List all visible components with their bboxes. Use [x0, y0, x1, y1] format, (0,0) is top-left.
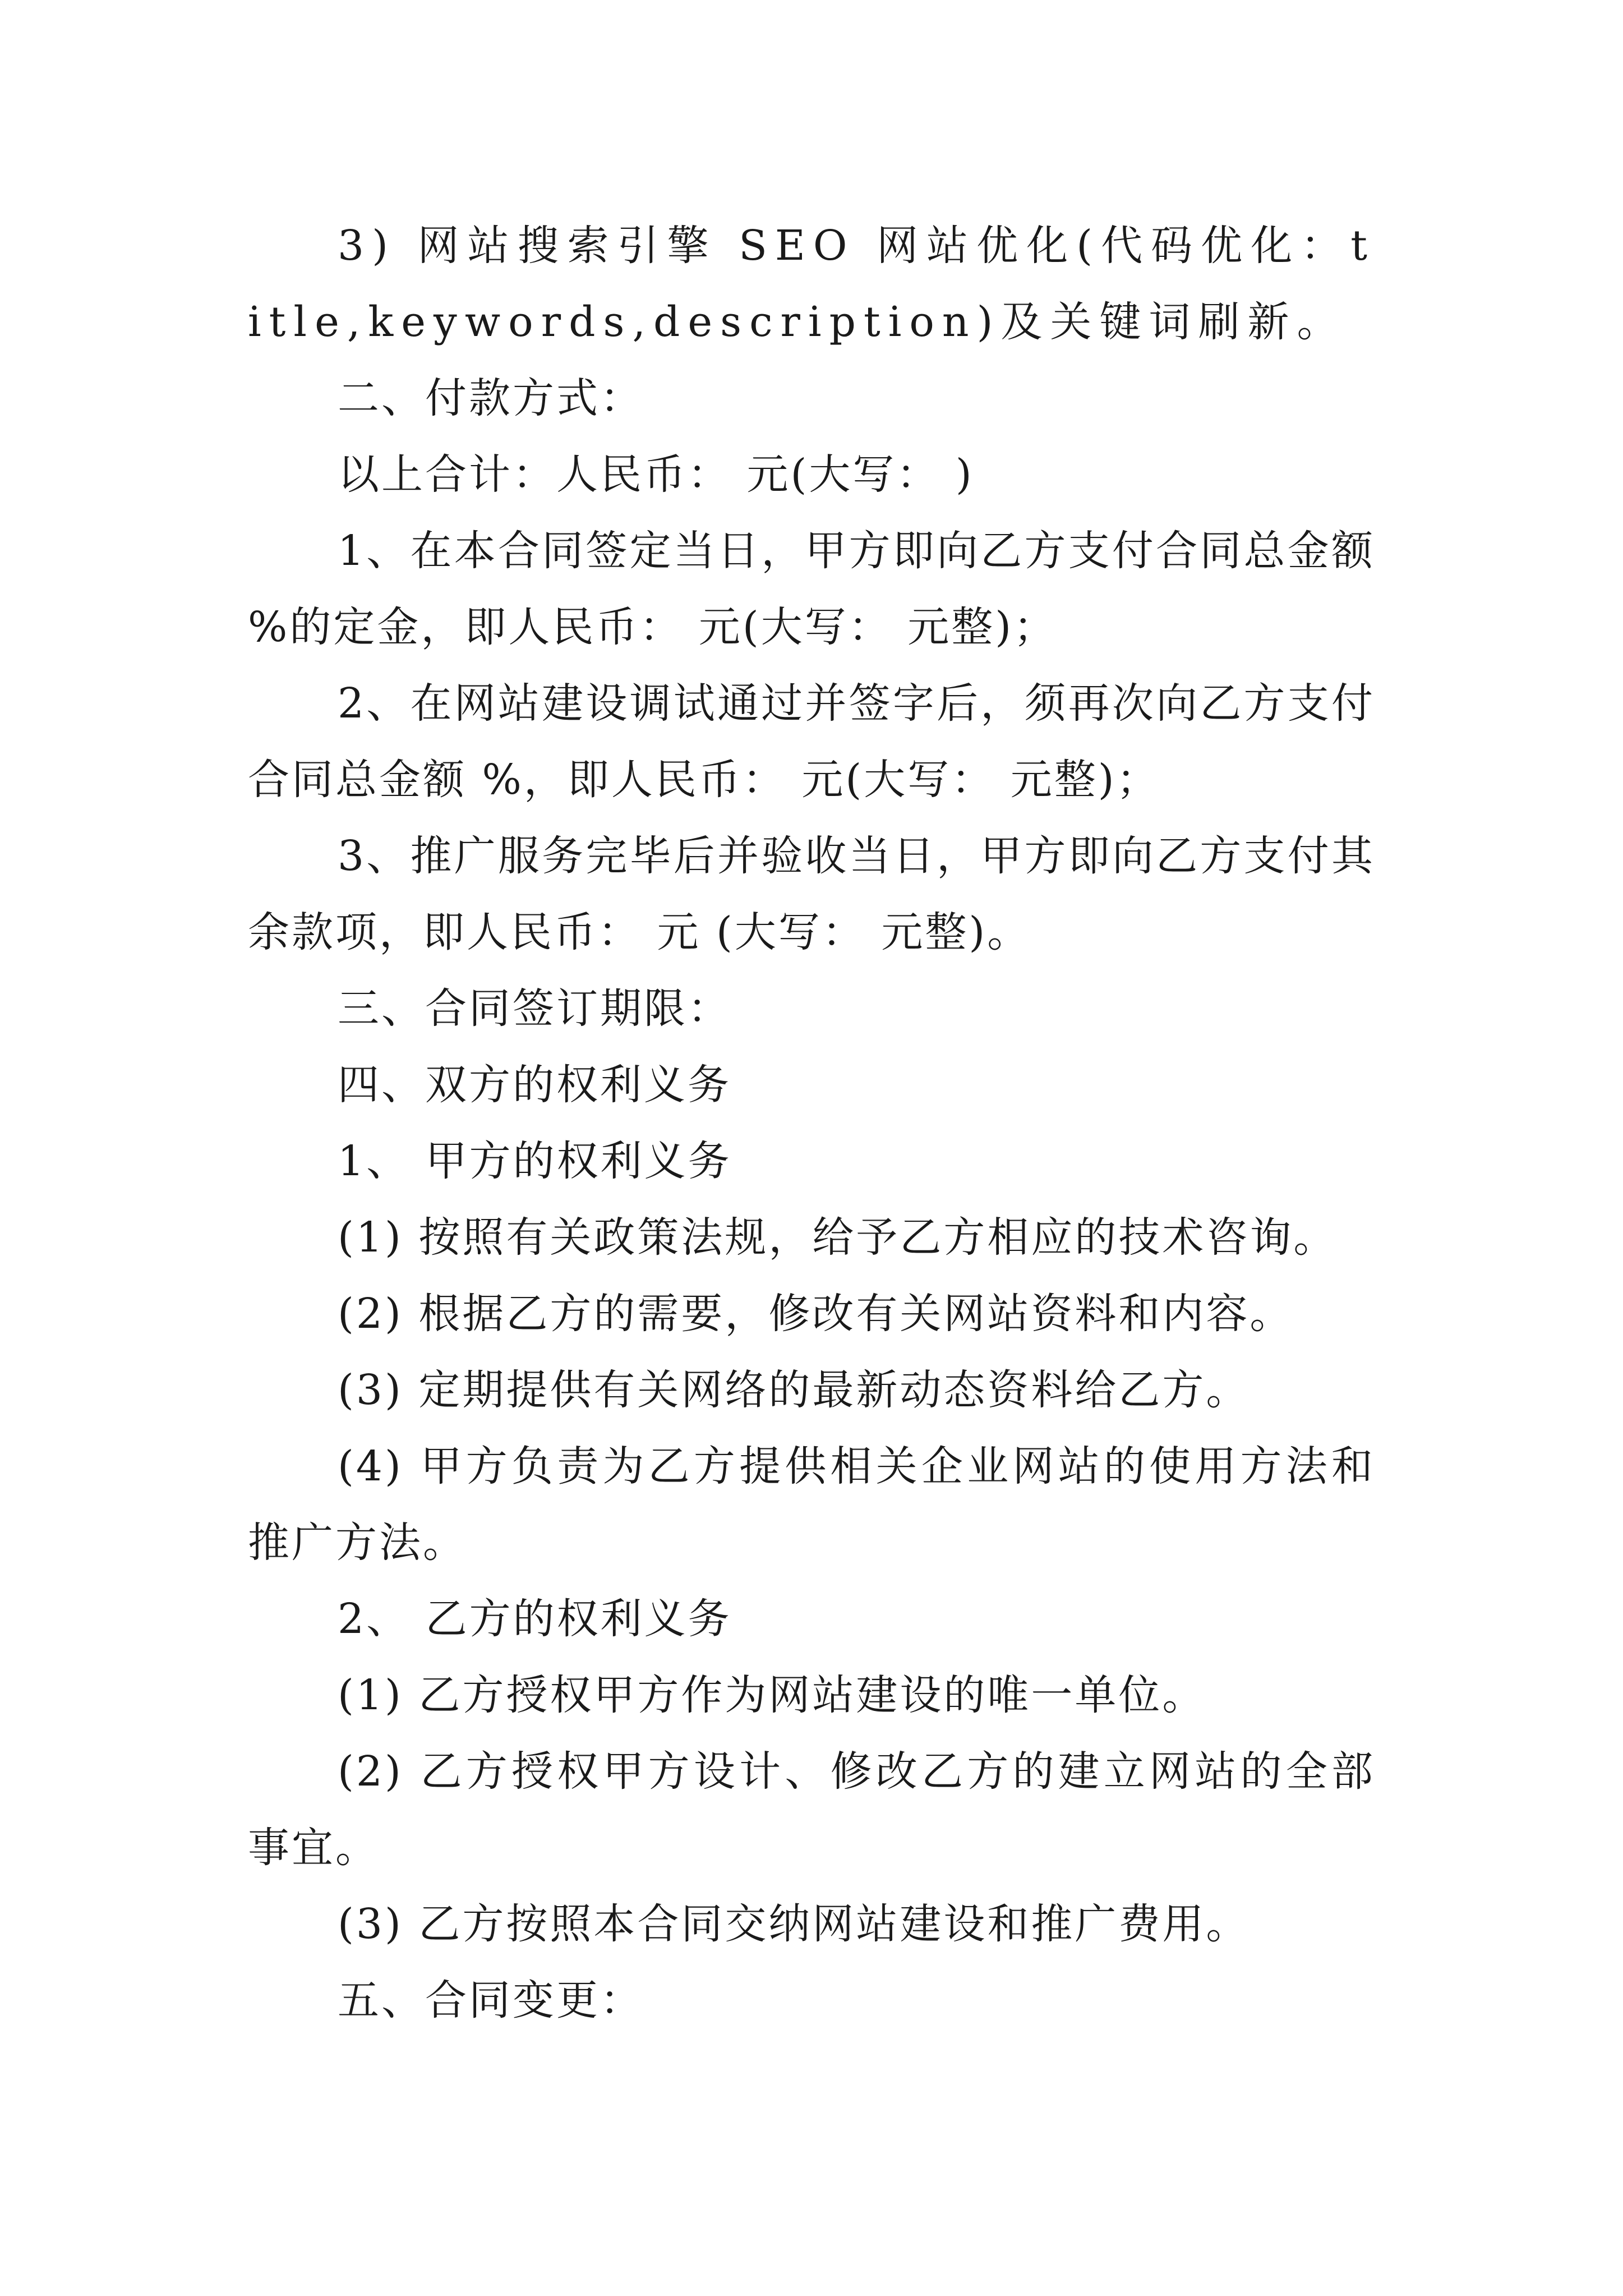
list-item-party-b-2: (2) 乙方授权甲方设计、修改乙方的建立网站的全部事宜。	[248, 1747, 1375, 1872]
subheading-party-a: 1、 甲方的权利义务	[338, 1137, 732, 1185]
list-item-party-b-3: (3) 乙方按照本合同交纳网站建设和推广费用。	[338, 1900, 1250, 1948]
list-item-party-a-2: (2) 根据乙方的需要，修改有关网站资料和内容。	[338, 1290, 1294, 1338]
list-item-party-a-4: (4) 甲方负责为乙方提供相关企业网站的使用方法和推广方法。	[248, 1442, 1375, 1567]
paragraph-total-amount: 以上合计：人民币： 元(大写： )	[338, 450, 974, 499]
heading-rights-obligations: 四、双方的权利义务	[338, 1061, 731, 1109]
paragraph-seo-optimization: 3) 网站搜索引擎 SEO 网站优化(代码优化：title,keywords,description)及关键词刷新。	[248, 222, 1375, 346]
list-item-party-a-1: (1) 按照有关政策法规，给予乙方相应的技术咨询。	[338, 1213, 1338, 1262]
paragraph-payment-2: 2、在网站建设调试通过并签字后，须再次向乙方支付合同总金额 %，即人民币： 元(大写： 元整)；	[248, 679, 1375, 804]
paragraph-payment-3: 3、推广服务完毕后并验收当日，甲方即向乙方支付其余款项，即人民币： 元 (大写： 元整)。	[248, 832, 1375, 956]
document-body	[248, 208, 1375, 2039]
list-item-party-b-1: (1) 乙方授权甲方作为网站建设的唯一单位。	[338, 1671, 1206, 1719]
heading-payment-method: 二、付款方式：	[338, 374, 644, 422]
paragraph-payment-1: 1、在本合同签定当日，甲方即向乙方支付合同总金额 %的定金，即人民币： 元(大写： 元整)；	[248, 527, 1375, 651]
heading-contract-term: 三、合同签订期限：	[338, 984, 731, 1033]
heading-contract-change: 五、合同变更：	[338, 1976, 644, 2024]
subheading-party-b: 2、 乙方的权利义务	[338, 1595, 732, 1643]
list-item-party-a-3: (3) 定期提供有关网络的最新动态资料给乙方。	[338, 1366, 1250, 1414]
